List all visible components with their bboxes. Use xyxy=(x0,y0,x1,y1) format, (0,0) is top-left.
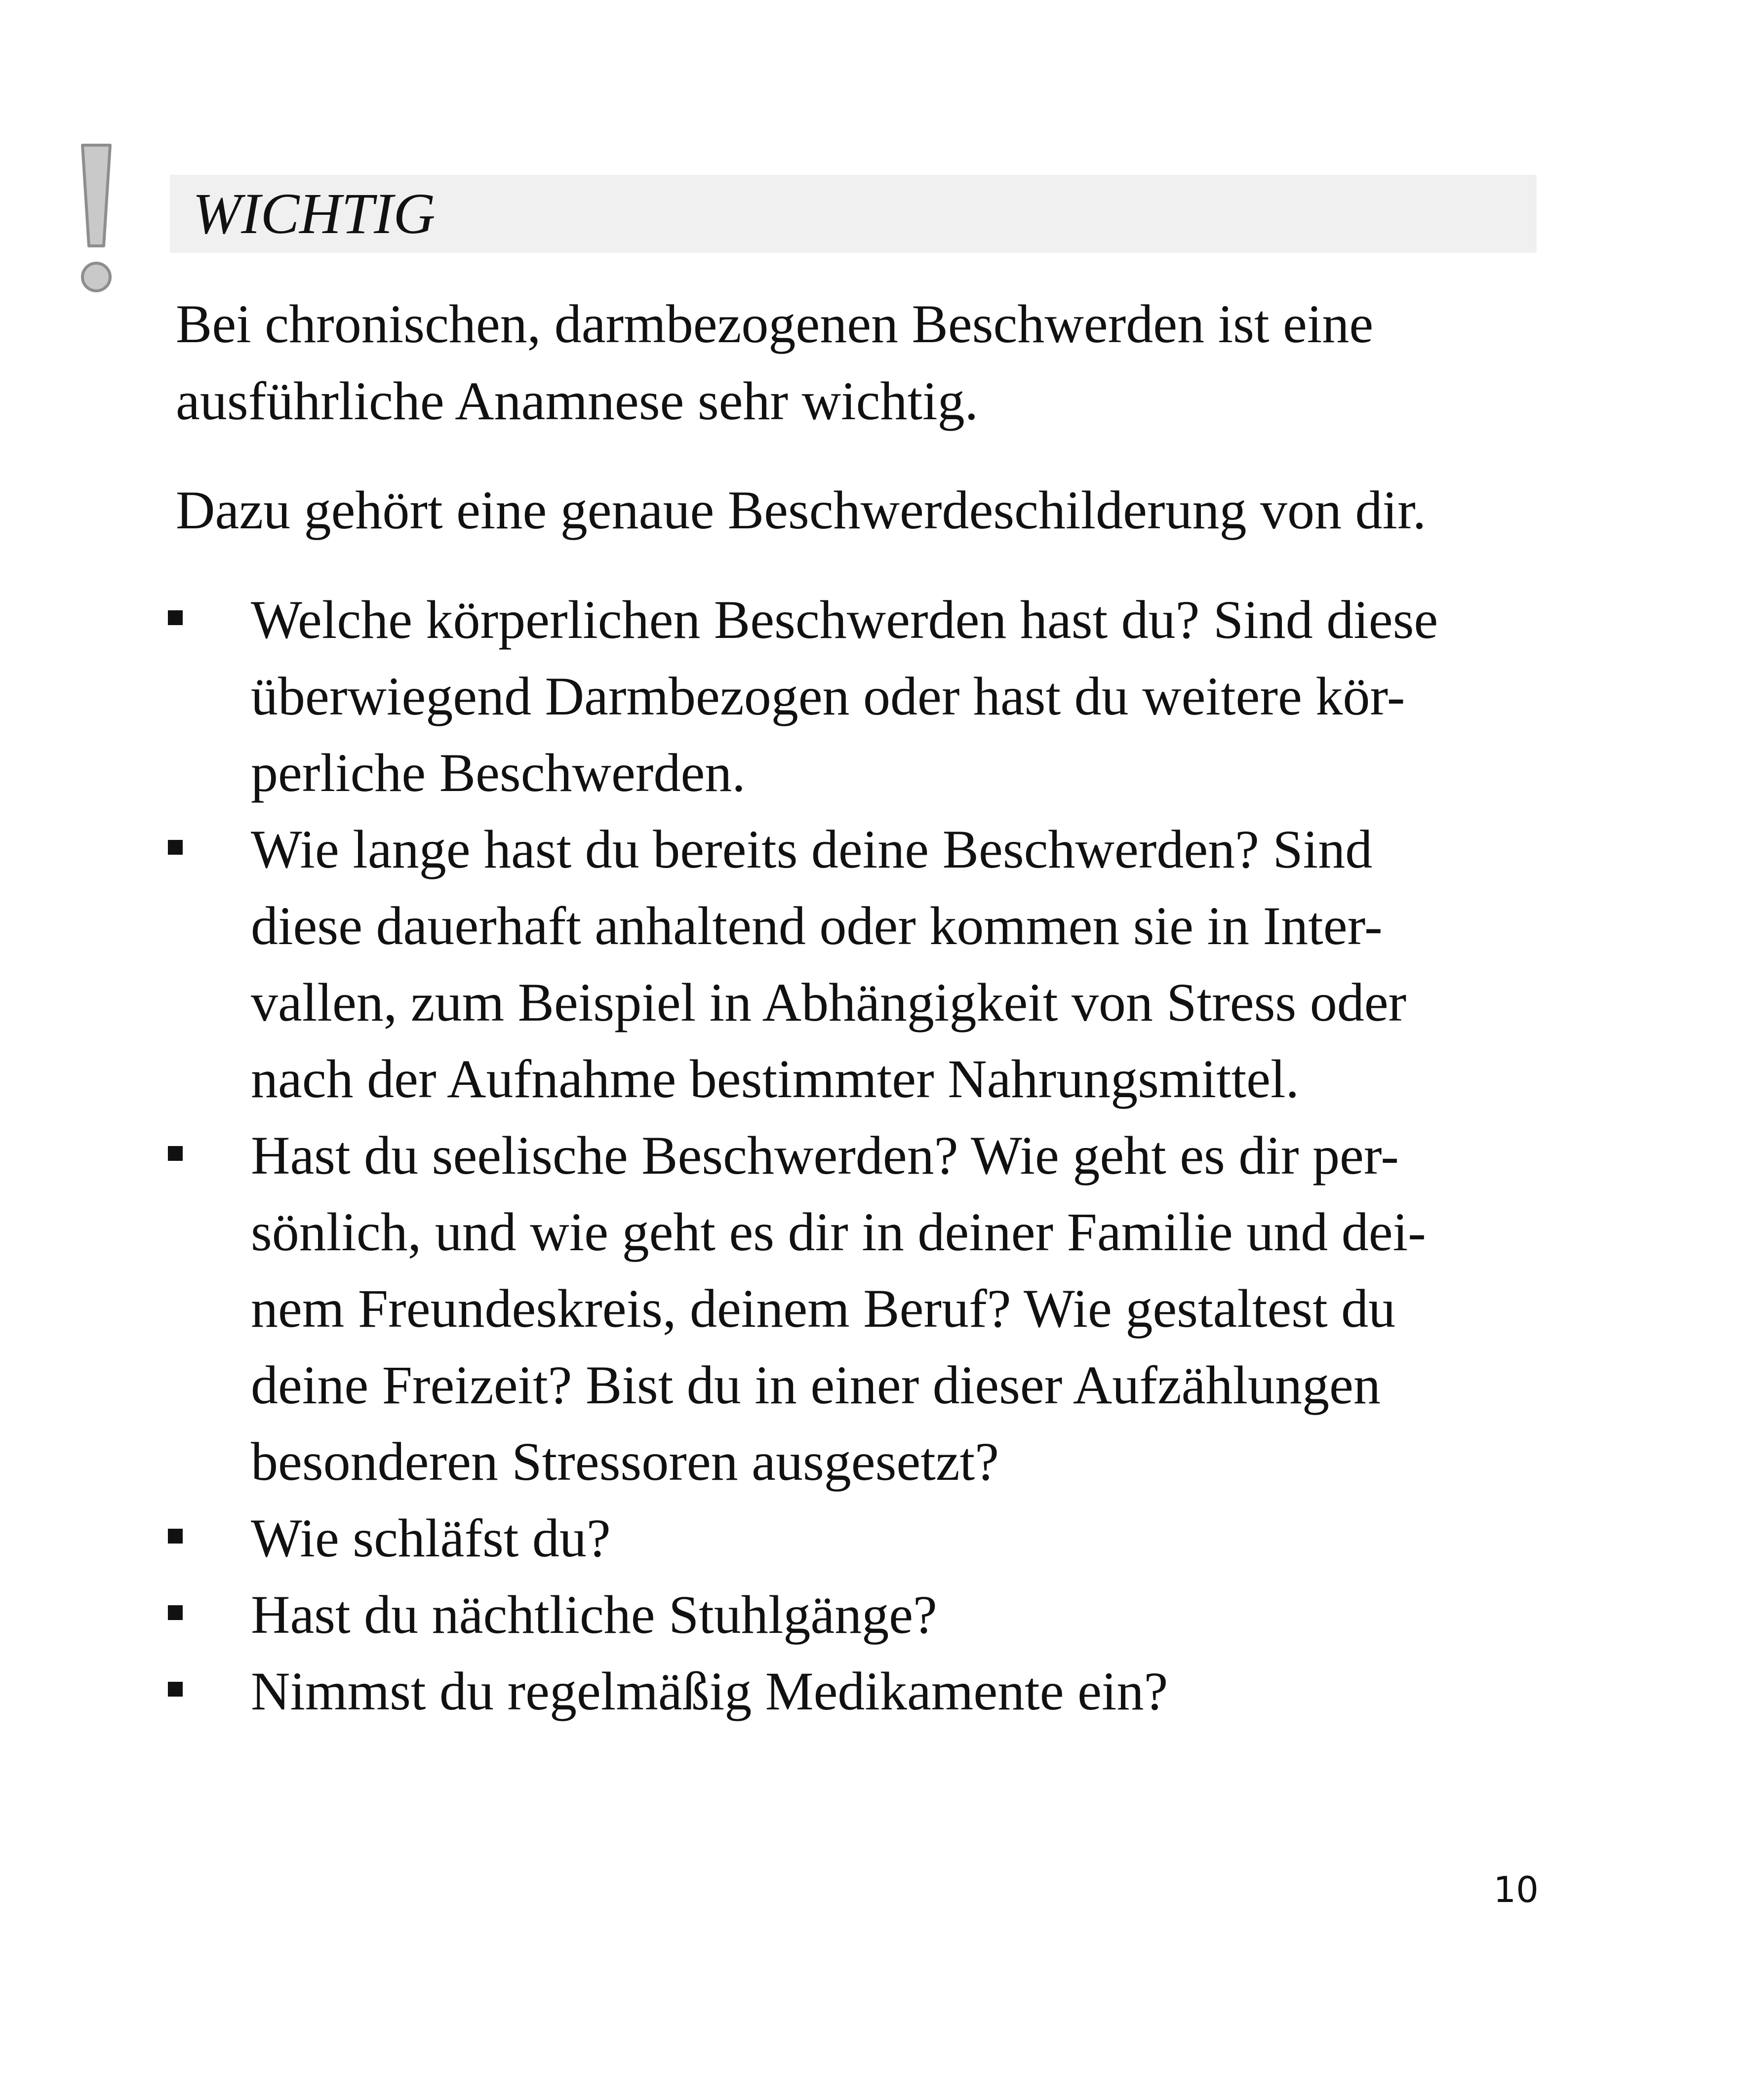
list-item-line: deine Freizeit? Bist du in einer dieser Aufzählungen xyxy=(251,1355,1381,1415)
paragraph-line: Dazu gehört eine genaue Beschwerdeschilderung von dir. xyxy=(176,480,1427,540)
page-number: 10 xyxy=(1493,1869,1539,1910)
list-item-line: Nimmst du regelmäßig Medikamente ein? xyxy=(251,1661,1168,1721)
list-item-text xyxy=(0,582,1554,811)
square-bullet-icon xyxy=(168,1146,183,1161)
list-item-line: Welche körperlichen Beschwerden hast du? Sind diese xyxy=(251,590,1438,650)
list-item-line: nem Freundeskreis, deinem Beruf? Wie gestaltest du xyxy=(251,1278,1396,1339)
list-item xyxy=(0,1577,1750,1653)
intro-paragraph xyxy=(176,285,1373,439)
list-item-text xyxy=(0,1577,1554,1653)
list-item xyxy=(0,582,1750,811)
paragraph-line: Bei chronischen, darmbezogenen Beschwerden ist eine xyxy=(176,294,1374,354)
description-paragraph xyxy=(176,472,1426,549)
list-item-line: besonderen Stressoren ausgesetzt? xyxy=(251,1431,999,1492)
list-item-line: Wie lange hast du bereits deine Beschwerden? Sind xyxy=(251,819,1373,879)
callout-header xyxy=(170,175,1537,253)
list-item-line: diese dauerhaft anhaltend oder kommen sie in Inter- xyxy=(251,896,1383,956)
square-bullet-icon xyxy=(168,610,183,625)
list-item-text xyxy=(0,1117,1554,1500)
square-bullet-icon xyxy=(168,1682,183,1697)
list-item xyxy=(0,811,1750,1117)
list-item-line: perliche Beschwerden. xyxy=(251,743,746,803)
list-item-line: Hast du seelische Beschwerden? Wie geht es dir per- xyxy=(251,1125,1399,1186)
list-item-text xyxy=(0,811,1554,1117)
paragraph-line: ausführliche Anamnese sehr wichtig. xyxy=(176,371,979,431)
list-item-line: Wie schläfst du? xyxy=(251,1508,611,1568)
question-list xyxy=(0,582,1750,1730)
list-item-text xyxy=(0,1500,1554,1577)
list-item-line: Hast du nächtliche Stuhlgänge? xyxy=(251,1585,937,1645)
list-item xyxy=(0,1653,1750,1730)
list-item-line: sönlich, und wie geht es dir in deiner Familie und dei- xyxy=(251,1202,1426,1262)
list-item xyxy=(0,1117,1750,1500)
square-bullet-icon xyxy=(168,1605,183,1620)
callout-title: WICHTIG xyxy=(193,181,436,246)
list-item-text xyxy=(0,1653,1554,1730)
list-item-line: vallen, zum Beispiel in Abhängigkeit von Stress oder xyxy=(251,972,1407,1032)
square-bullet-icon xyxy=(168,840,183,855)
square-bullet-icon xyxy=(168,1529,183,1544)
exclamation-icon xyxy=(80,143,113,296)
list-item-line: nach der Aufnahme bestimmter Nahrungsmittel. xyxy=(251,1049,1300,1109)
list-item-line: überwiegend Darmbezogen oder hast du weitere kör- xyxy=(251,666,1405,726)
list-item xyxy=(0,1500,1750,1577)
